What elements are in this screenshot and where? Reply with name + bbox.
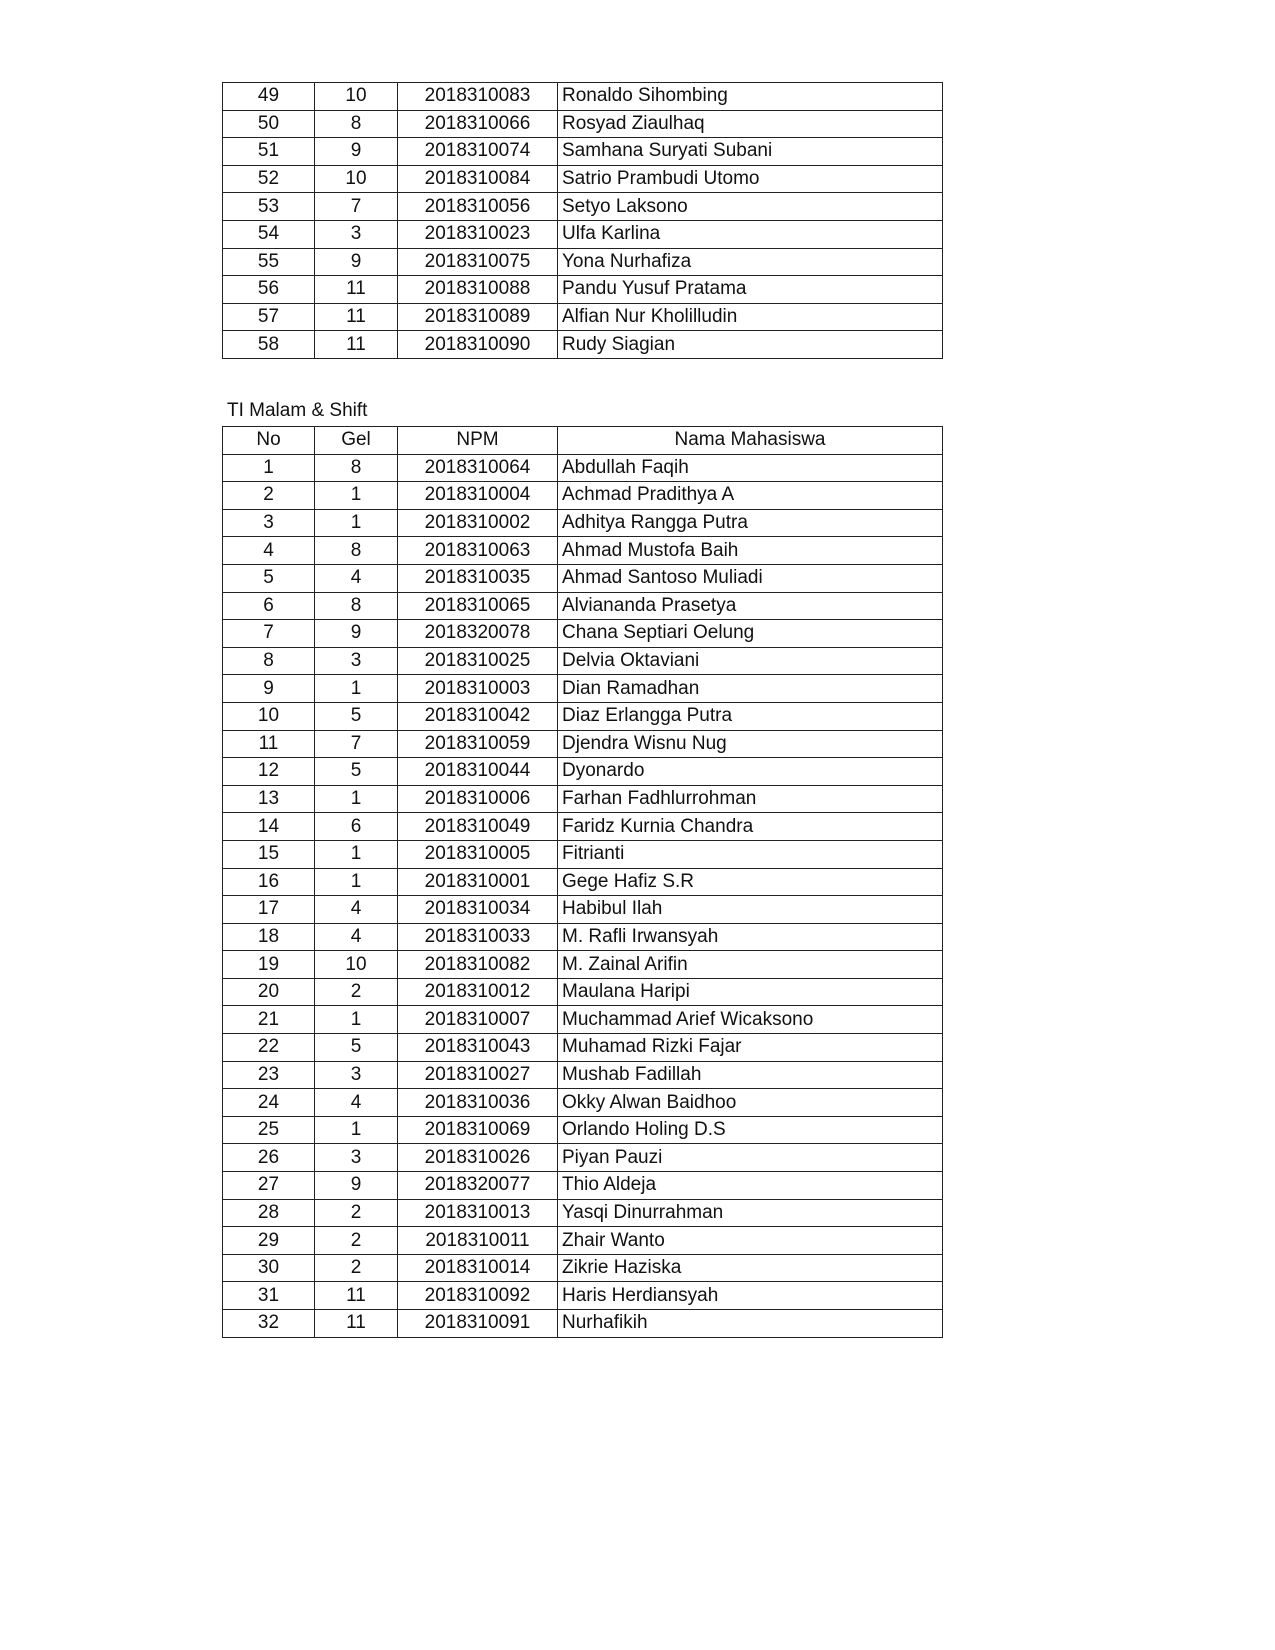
cell-gel: 8 [315, 537, 398, 565]
table-row [223, 868, 943, 896]
cell-npm: 2018310003 [398, 675, 558, 703]
cell-npm: 2018310035 [398, 564, 558, 592]
cell-no: 53 [223, 193, 315, 221]
cell-gel: 2 [315, 1227, 398, 1255]
table-row [223, 785, 943, 813]
cell-nama: Piyan Pauzi [558, 1144, 943, 1172]
cell-npm: 2018310005 [398, 840, 558, 868]
cell-nama: Nurhafikih [558, 1310, 943, 1338]
cell-gel: 11 [315, 1310, 398, 1338]
cell-npm: 2018310023 [398, 220, 558, 248]
cell-nama: Maulana Haripi [558, 978, 943, 1006]
cell-no: 13 [223, 785, 315, 813]
cell-no: 55 [223, 248, 315, 276]
cell-npm: 2018310001 [398, 868, 558, 896]
cell-gel: 1 [315, 482, 398, 510]
cell-gel: 7 [315, 193, 398, 221]
table-row [223, 1199, 943, 1227]
table-row [223, 813, 943, 841]
cell-npm: 2018310064 [398, 454, 558, 482]
cell-npm: 2018310082 [398, 951, 558, 979]
cell-nama: Haris Herdiansyah [558, 1282, 943, 1310]
table-row [223, 1310, 943, 1338]
cell-no: 4 [223, 537, 315, 565]
cell-no: 7 [223, 620, 315, 648]
cell-npm: 2018310069 [398, 1116, 558, 1144]
cell-nama: Setyo Laksono [558, 193, 943, 221]
cell-nama: M. Rafli Irwansyah [558, 923, 943, 951]
cell-nama: Ronaldo Sihombing [558, 83, 943, 111]
cell-nama: Dian Ramadhan [558, 675, 943, 703]
cell-nama: Ahmad Santoso Muliadi [558, 564, 943, 592]
cell-npm: 2018310084 [398, 165, 558, 193]
cell-npm: 2018310025 [398, 647, 558, 675]
cell-no: 49 [223, 83, 315, 111]
table-row [223, 331, 943, 359]
cell-no: 23 [223, 1061, 315, 1089]
cell-gel: 2 [315, 1254, 398, 1282]
cell-gel: 1 [315, 868, 398, 896]
table-row [223, 454, 943, 482]
table-row [223, 248, 943, 276]
cell-npm: 2018310066 [398, 110, 558, 138]
cell-no: 18 [223, 923, 315, 951]
cell-gel: 2 [315, 978, 398, 1006]
cell-nama: Ahmad Mustofa Baih [558, 537, 943, 565]
cell-nama: Habibul Ilah [558, 896, 943, 924]
cell-npm: 2018320078 [398, 620, 558, 648]
table-row [223, 193, 943, 221]
cell-nama: Rudy Siagian [558, 331, 943, 359]
table-row [223, 978, 943, 1006]
cell-nama: Muchammad Arief Wicaksono [558, 1006, 943, 1034]
student-table-continued [222, 82, 943, 359]
header-no: No [223, 427, 315, 455]
cell-nama: Samhana Suryati Subani [558, 138, 943, 166]
cell-nama: Mushab Fadillah [558, 1061, 943, 1089]
cell-nama: Chana Septiari Oelung [558, 620, 943, 648]
cell-gel: 5 [315, 758, 398, 786]
cell-npm: 2018310004 [398, 482, 558, 510]
cell-no: 9 [223, 675, 315, 703]
table-row [223, 1006, 943, 1034]
cell-nama: Muhamad Rizki Fajar [558, 1034, 943, 1062]
cell-npm: 2018310092 [398, 1282, 558, 1310]
cell-nama: Zikrie Haziska [558, 1254, 943, 1282]
table-row [223, 1172, 943, 1200]
student-table-ti-malam-shift [222, 426, 943, 1338]
cell-nama: Okky Alwan Baidhoo [558, 1089, 943, 1117]
table-row [223, 276, 943, 304]
cell-gel: 5 [315, 702, 398, 730]
cell-no: 28 [223, 1199, 315, 1227]
table-row [223, 840, 943, 868]
cell-nama: M. Zainal Arifin [558, 951, 943, 979]
table-row [223, 482, 943, 510]
cell-npm: 2018310042 [398, 702, 558, 730]
cell-no: 52 [223, 165, 315, 193]
table-row [223, 537, 943, 565]
cell-npm: 2018310011 [398, 1227, 558, 1255]
cell-npm: 2018310075 [398, 248, 558, 276]
cell-npm: 2018310014 [398, 1254, 558, 1282]
cell-npm: 2018310074 [398, 138, 558, 166]
cell-no: 11 [223, 730, 315, 758]
cell-npm: 2018310007 [398, 1006, 558, 1034]
table-row [223, 896, 943, 924]
cell-nama: Alfian Nur Kholilludin [558, 303, 943, 331]
cell-gel: 4 [315, 896, 398, 924]
cell-nama: Gege Hafiz S.R [558, 868, 943, 896]
cell-gel: 4 [315, 1089, 398, 1117]
cell-no: 1 [223, 454, 315, 482]
cell-gel: 8 [315, 110, 398, 138]
cell-no: 10 [223, 702, 315, 730]
table-row [223, 647, 943, 675]
cell-no: 20 [223, 978, 315, 1006]
cell-no: 30 [223, 1254, 315, 1282]
cell-gel: 10 [315, 165, 398, 193]
cell-nama: Farhan Fadhlurrohman [558, 785, 943, 813]
table-row [223, 923, 943, 951]
student-table-continued-body [223, 83, 943, 359]
cell-nama: Diaz Erlangga Putra [558, 702, 943, 730]
cell-nama: Rosyad Ziaulhaq [558, 110, 943, 138]
cell-nama: Thio Aldeja [558, 1172, 943, 1200]
cell-npm: 2018310013 [398, 1199, 558, 1227]
cell-npm: 2018310083 [398, 83, 558, 111]
cell-nama: Djendra Wisnu Nug [558, 730, 943, 758]
cell-npm: 2018310063 [398, 537, 558, 565]
table-row [223, 620, 943, 648]
cell-npm: 2018310036 [398, 1089, 558, 1117]
cell-nama: Dyonardo [558, 758, 943, 786]
cell-no: 29 [223, 1227, 315, 1255]
cell-gel: 3 [315, 647, 398, 675]
header-nama: Nama Mahasiswa [558, 427, 943, 455]
cell-no: 57 [223, 303, 315, 331]
cell-npm: 2018310088 [398, 276, 558, 304]
cell-gel: 3 [315, 220, 398, 248]
cell-no: 8 [223, 647, 315, 675]
cell-no: 21 [223, 1006, 315, 1034]
table-header-row [223, 427, 943, 455]
cell-npm: 2018310056 [398, 193, 558, 221]
cell-gel: 4 [315, 923, 398, 951]
table-row [223, 1282, 943, 1310]
cell-gel: 1 [315, 785, 398, 813]
cell-no: 16 [223, 868, 315, 896]
cell-nama: Faridz Kurnia Chandra [558, 813, 943, 841]
cell-npm: 2018310033 [398, 923, 558, 951]
cell-nama: Yona Nurhafiza [558, 248, 943, 276]
cell-gel: 1 [315, 675, 398, 703]
cell-gel: 6 [315, 813, 398, 841]
section-title: TI Malam & Shift [227, 400, 368, 421]
cell-no: 32 [223, 1310, 315, 1338]
cell-gel: 1 [315, 1116, 398, 1144]
cell-npm: 2018310034 [398, 896, 558, 924]
table-row [223, 1034, 943, 1062]
cell-no: 54 [223, 220, 315, 248]
cell-npm: 2018310089 [398, 303, 558, 331]
cell-gel: 10 [315, 951, 398, 979]
cell-no: 12 [223, 758, 315, 786]
cell-gel: 11 [315, 276, 398, 304]
cell-npm: 2018310065 [398, 592, 558, 620]
cell-gel: 5 [315, 1034, 398, 1062]
table-row [223, 564, 943, 592]
cell-nama: Fitrianti [558, 840, 943, 868]
table-row [223, 303, 943, 331]
cell-npm: 2018310012 [398, 978, 558, 1006]
cell-gel: 1 [315, 1006, 398, 1034]
student-table-ti-malam-shift-body [223, 454, 943, 1337]
cell-no: 58 [223, 331, 315, 359]
cell-gel: 9 [315, 1172, 398, 1200]
cell-gel: 1 [315, 840, 398, 868]
cell-no: 56 [223, 276, 315, 304]
table-row [223, 951, 943, 979]
table-row [223, 1116, 943, 1144]
cell-nama: Delvia Oktaviani [558, 647, 943, 675]
cell-no: 15 [223, 840, 315, 868]
cell-gel: 11 [315, 1282, 398, 1310]
cell-nama: Orlando Holing D.S [558, 1116, 943, 1144]
cell-no: 2 [223, 482, 315, 510]
cell-npm: 2018310059 [398, 730, 558, 758]
cell-gel: 2 [315, 1199, 398, 1227]
cell-nama: Alviananda Prasetya [558, 592, 943, 620]
cell-gel: 4 [315, 564, 398, 592]
cell-no: 25 [223, 1116, 315, 1144]
table-row [223, 1061, 943, 1089]
cell-no: 27 [223, 1172, 315, 1200]
cell-gel: 3 [315, 1144, 398, 1172]
cell-no: 31 [223, 1282, 315, 1310]
cell-no: 3 [223, 509, 315, 537]
cell-gel: 9 [315, 138, 398, 166]
table-row [223, 509, 943, 537]
cell-nama: Yasqi Dinurrahman [558, 1199, 943, 1227]
table-row [223, 758, 943, 786]
cell-nama: Satrio Prambudi Utomo [558, 165, 943, 193]
cell-no: 14 [223, 813, 315, 841]
table-row [223, 110, 943, 138]
cell-gel: 11 [315, 303, 398, 331]
cell-npm: 2018310027 [398, 1061, 558, 1089]
cell-no: 5 [223, 564, 315, 592]
cell-npm: 2018310091 [398, 1310, 558, 1338]
cell-no: 50 [223, 110, 315, 138]
table-row [223, 220, 943, 248]
table-row [223, 1144, 943, 1172]
table-row [223, 675, 943, 703]
cell-npm: 2018310002 [398, 509, 558, 537]
header-gel: Gel [315, 427, 398, 455]
cell-npm: 2018310043 [398, 1034, 558, 1062]
cell-gel: 8 [315, 592, 398, 620]
cell-gel: 3 [315, 1061, 398, 1089]
cell-npm: 2018320077 [398, 1172, 558, 1200]
cell-no: 6 [223, 592, 315, 620]
cell-npm: 2018310026 [398, 1144, 558, 1172]
cell-no: 26 [223, 1144, 315, 1172]
cell-gel: 9 [315, 620, 398, 648]
cell-npm: 2018310049 [398, 813, 558, 841]
cell-gel: 7 [315, 730, 398, 758]
cell-gel: 9 [315, 248, 398, 276]
cell-no: 19 [223, 951, 315, 979]
table-row [223, 1089, 943, 1117]
cell-nama: Achmad Pradithya A [558, 482, 943, 510]
table-row [223, 1227, 943, 1255]
cell-nama: Ulfa Karlina [558, 220, 943, 248]
cell-nama: Pandu Yusuf Pratama [558, 276, 943, 304]
cell-nama: Zhair Wanto [558, 1227, 943, 1255]
table-row [223, 83, 943, 111]
cell-no: 24 [223, 1089, 315, 1117]
cell-gel: 10 [315, 83, 398, 111]
table-row [223, 138, 943, 166]
cell-nama: Adhitya Rangga Putra [558, 509, 943, 537]
header-npm: NPM [398, 427, 558, 455]
cell-npm: 2018310090 [398, 331, 558, 359]
table-row [223, 1254, 943, 1282]
cell-npm: 2018310044 [398, 758, 558, 786]
cell-gel: 1 [315, 509, 398, 537]
cell-no: 17 [223, 896, 315, 924]
cell-gel: 8 [315, 454, 398, 482]
table-row [223, 702, 943, 730]
table-row [223, 165, 943, 193]
cell-no: 51 [223, 138, 315, 166]
cell-nama: Abdullah Faqih [558, 454, 943, 482]
table-row [223, 592, 943, 620]
cell-gel: 11 [315, 331, 398, 359]
cell-npm: 2018310006 [398, 785, 558, 813]
cell-no: 22 [223, 1034, 315, 1062]
table-row [223, 730, 943, 758]
